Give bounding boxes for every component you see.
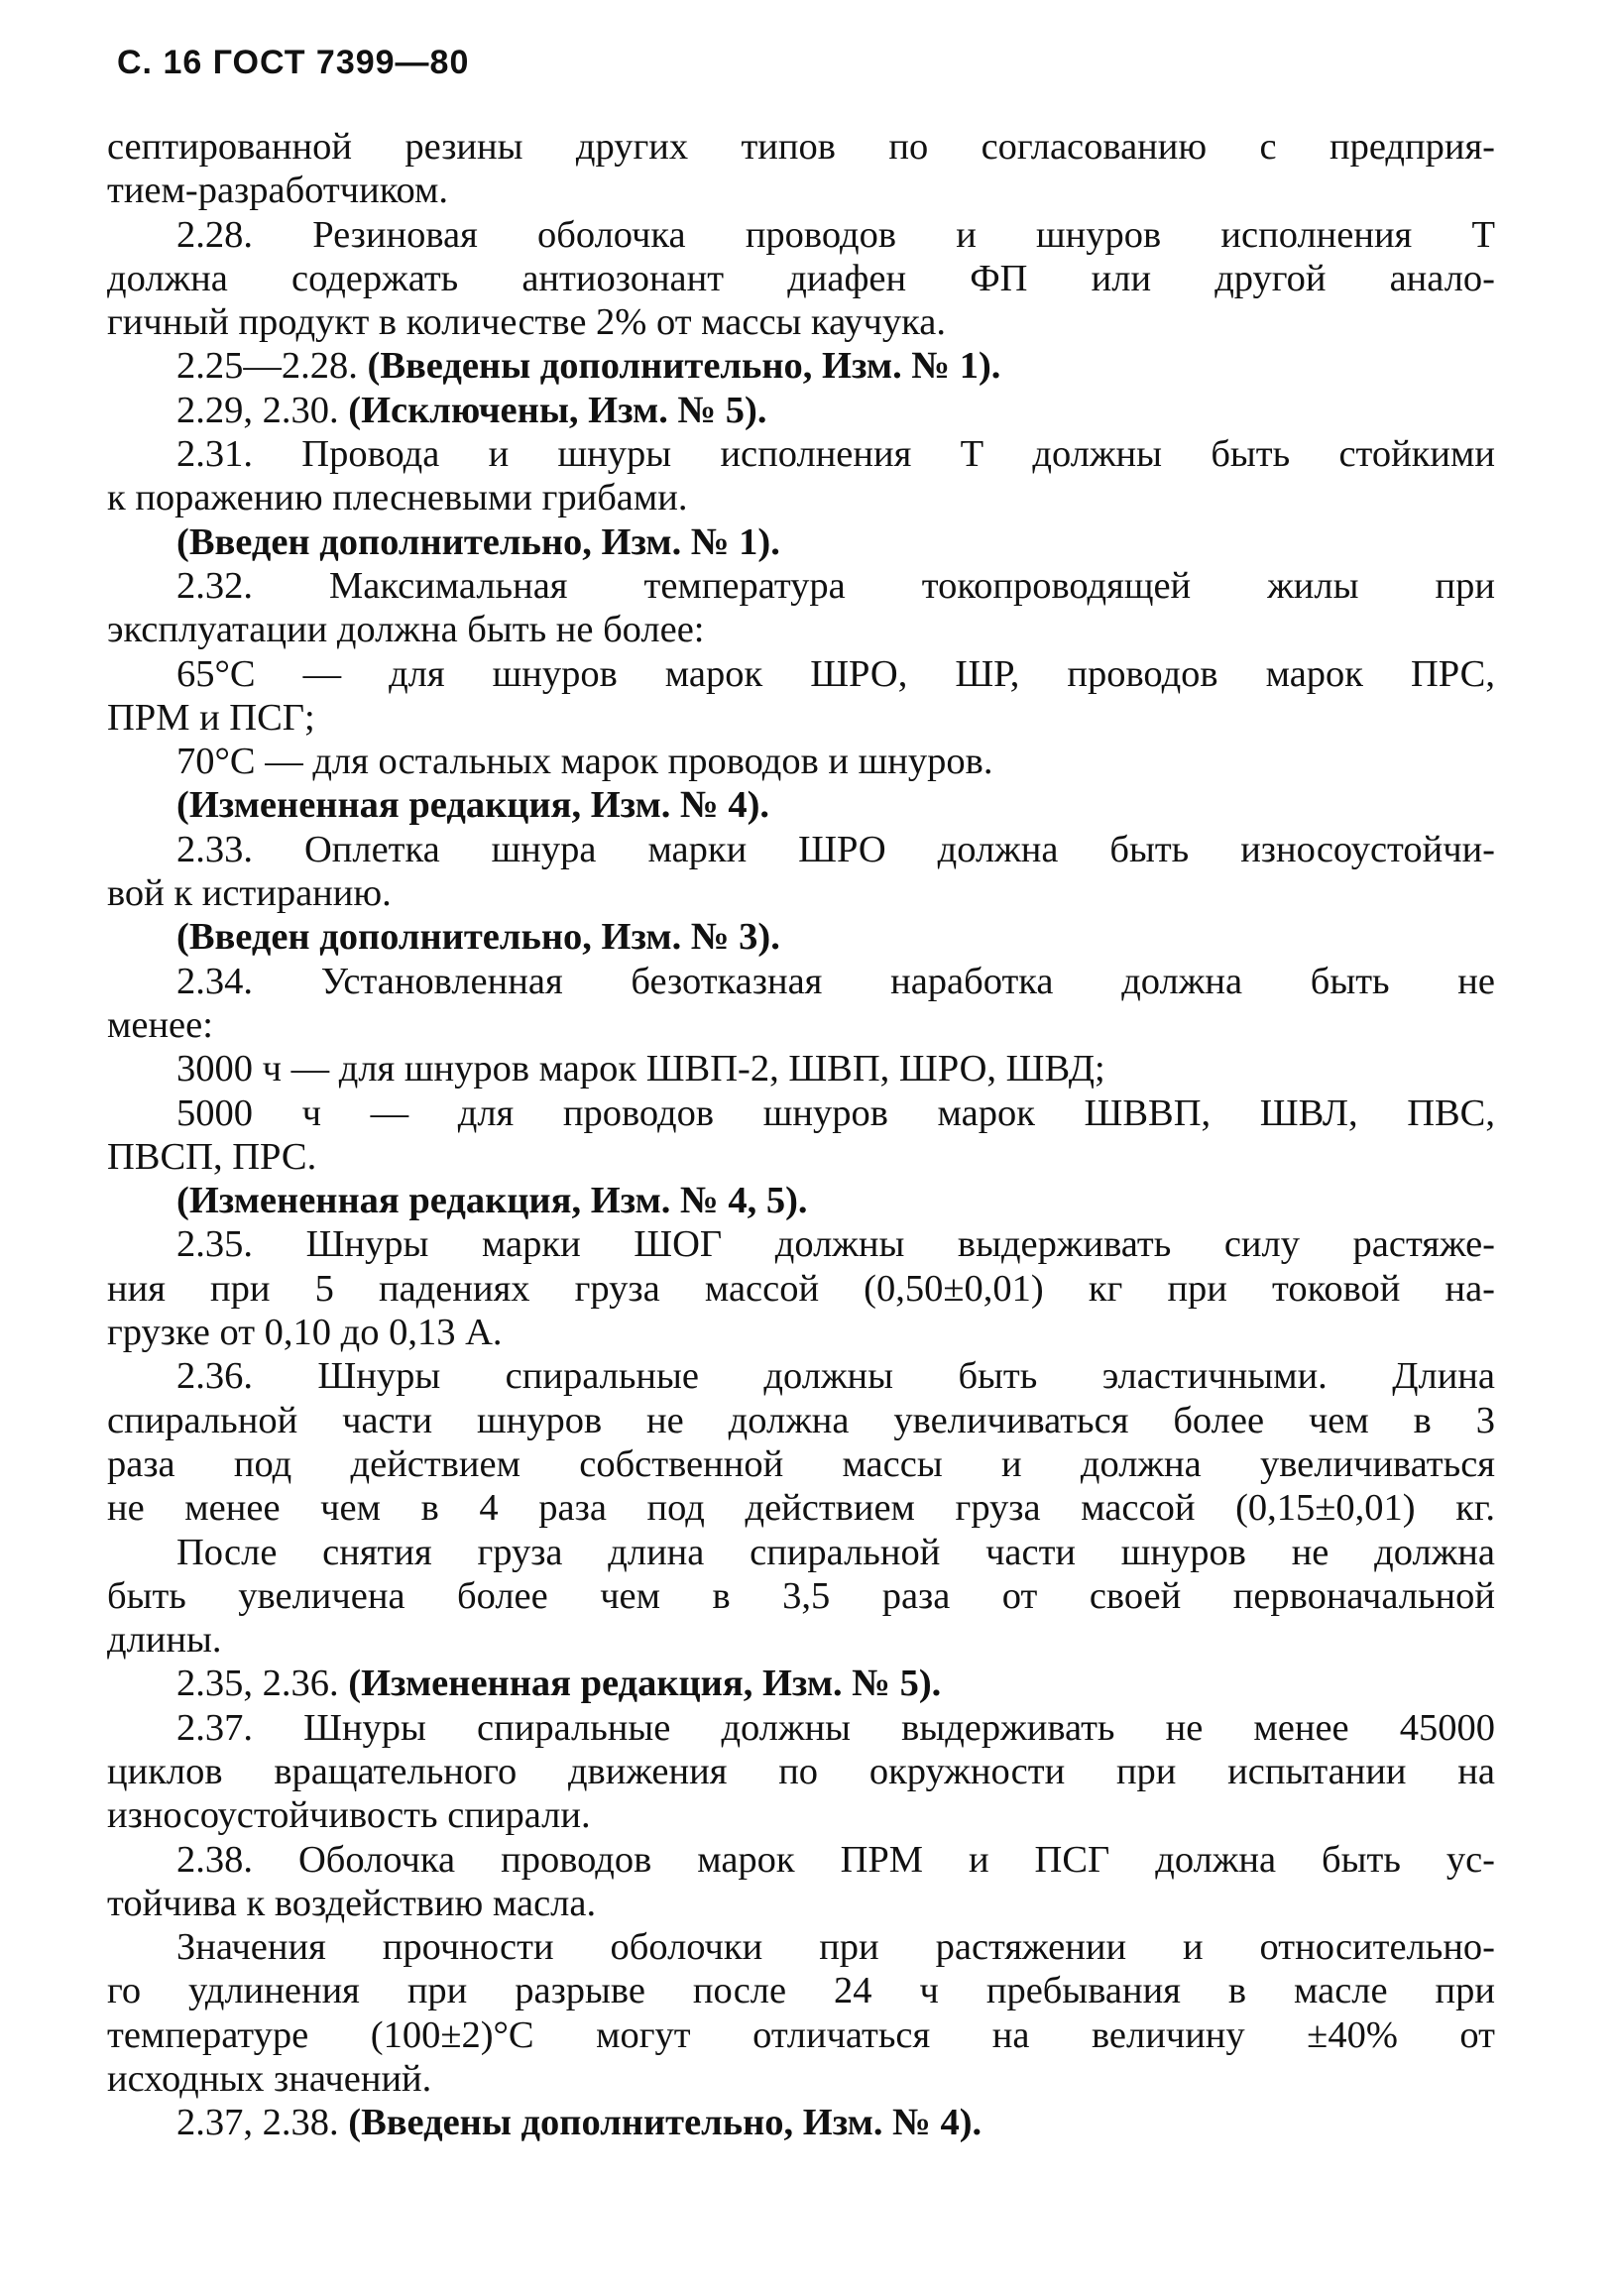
line-text: 65°С — для шнуров марок ШРО, ШР, проводов марок ПРС, xyxy=(176,652,1495,695)
text-line xyxy=(107,432,1495,476)
text-line xyxy=(107,213,1495,257)
text-line xyxy=(107,652,1495,696)
paragraph-number: 2.37, 2.38. xyxy=(176,2102,349,2144)
amendment-note: (Измененная редакция, Изм. № 4, 5). xyxy=(176,1180,808,1222)
amendment-note: (Исключены, Изм. № 5). xyxy=(348,389,767,431)
line-text: тойчива к воздействию масла. xyxy=(107,1882,597,1924)
line-text: ПРМ и ПСГ; xyxy=(107,696,315,739)
page-header: С. 16 ГОСТ 7399—80 xyxy=(117,44,470,81)
text-line xyxy=(107,1354,1495,1398)
line-text: длины. xyxy=(107,1619,222,1662)
text-line xyxy=(107,871,1495,915)
line-text: 2.37. Шнуры спиральные должны выдерживать не менее 45000 xyxy=(176,1706,1495,1749)
text-line xyxy=(107,1838,1495,1882)
line-text: 5000 ч — для проводов шнуров марок ШВВП, ШВЛ, ПВС, xyxy=(176,1091,1495,1134)
text-line xyxy=(107,1618,1495,1662)
line-text: 2.28. Резиновая оболочка проводов и шнуров исполнения Т xyxy=(176,213,1495,256)
line-text: температуре (100±2)°С могут отличаться на величину ±40% от xyxy=(107,2013,1495,2056)
text-line xyxy=(107,2013,1495,2057)
text-line xyxy=(107,1091,1495,1135)
amendment-note: (Введен дополнительно, Изм. № 3). xyxy=(176,916,780,959)
text-line xyxy=(107,1706,1495,1750)
paragraph-number: 2.25—2.28. xyxy=(176,345,368,388)
text-line xyxy=(107,1135,1495,1179)
text-line xyxy=(107,2057,1495,2101)
line-text: не менее чем в 4 раза под действием груза массой (0,15±0,01) кг. xyxy=(107,1487,1495,1530)
text-line xyxy=(107,1179,1495,1222)
text-line xyxy=(107,960,1495,1003)
text-line xyxy=(107,696,1495,740)
line-text: должна содержать антиозонант диафен ФП или другой анало- xyxy=(107,257,1495,299)
amendment-note: (Введены дополнительно, Изм. № 1). xyxy=(367,345,1001,388)
line-text: спиральной части шнуров не должна увеличиваться более чем в 3 xyxy=(107,1399,1495,1441)
line-text: износоустойчивость спирали. xyxy=(107,1794,591,1837)
text-line xyxy=(107,915,1495,959)
text-line xyxy=(107,1222,1495,1266)
text-line xyxy=(107,783,1495,827)
text-line xyxy=(107,564,1495,608)
amendment-note: (Введены дополнительно, Изм. № 4). xyxy=(348,2102,982,2144)
amendment-note: (Измененная редакция, Изм. № 4). xyxy=(176,784,770,827)
line-text: 2.31. Провода и шнуры исполнения Т должны быть стойкими xyxy=(176,433,1495,476)
line-text: 2.34. Установленная безотказная наработка должна быть не xyxy=(176,960,1495,1002)
line-text: После снятия груза длина спиральной части шнуров не должна xyxy=(176,1531,1495,1573)
text-line xyxy=(107,740,1495,783)
line-text: 3000 ч — для шнуров марок ШВП-2, ШВП, ШРО, ШВД; xyxy=(176,1048,1105,1091)
text-line xyxy=(107,1486,1495,1530)
line-text: ния при 5 падениях груза массой (0,50±0,01) кг при токовой на- xyxy=(107,1267,1495,1310)
text-line xyxy=(107,1399,1495,1442)
text-line xyxy=(107,1003,1495,1047)
amendment-note: (Введен дополнительно, Изм. № 1). xyxy=(176,520,780,563)
line-text: 2.33. Оплетка шнура марки ШРО должна быть износоустойчи- xyxy=(176,828,1495,870)
amendment-note: (Измененная редакция, Изм. № 5). xyxy=(348,1663,942,1705)
text-line xyxy=(107,169,1495,212)
paragraph-number: 2.35, 2.36. xyxy=(176,1663,349,1705)
line-text: раза под действием собственной массы и должна увеличиваться xyxy=(107,1442,1495,1485)
line-text: эксплуатации должна быть не более: xyxy=(107,609,705,651)
text-line xyxy=(107,1882,1495,1925)
text-line xyxy=(107,1531,1495,1574)
line-text: быть увеличена более чем в 3,5 раза от своей первоначальной xyxy=(107,1574,1495,1617)
text-line xyxy=(107,1793,1495,1837)
text-line xyxy=(107,389,1495,432)
line-text: го удлинения при разрыве после 24 ч пребывания в масле при xyxy=(107,1970,1495,2012)
line-text: вой к истиранию. xyxy=(107,872,392,915)
text-line xyxy=(107,344,1495,388)
line-text: исходных значений. xyxy=(107,2058,432,2101)
line-text: к поражению плесневыми грибами. xyxy=(107,477,688,519)
line-text: 2.32. Максимальная температура токопроводящей жилы при xyxy=(176,564,1495,607)
line-text: 2.38. Оболочка проводов марок ПРМ и ПСГ должна быть ус- xyxy=(176,1838,1495,1881)
line-text: циклов вращательного движения по окружности при испытании на xyxy=(107,1750,1495,1792)
paragraph-number: 2.29, 2.30. xyxy=(176,389,349,431)
text-line xyxy=(107,2101,1495,2144)
text-line xyxy=(107,1662,1495,1705)
text-line xyxy=(107,257,1495,300)
line-text: септированной резины других типов по согласованию с предприя- xyxy=(107,126,1495,168)
line-text: 2.35. Шнуры марки ШОГ должны выдерживать силу растяже- xyxy=(176,1223,1495,1266)
line-text: Значения прочности оболочки при растяжении и относительно- xyxy=(176,1926,1495,1969)
text-line xyxy=(107,476,1495,519)
line-text: тием-разработчиком. xyxy=(107,170,448,212)
text-line xyxy=(107,608,1495,651)
line-text: 2.36. Шнуры спиральные должны быть эластичными. Длина xyxy=(176,1355,1495,1398)
line-text: менее: xyxy=(107,1003,213,1046)
line-text: гичный продукт в количестве 2% от массы каучука. xyxy=(107,301,946,344)
line-text: грузке от 0,10 до 0,13 А. xyxy=(107,1312,503,1354)
text-line xyxy=(107,1925,1495,1969)
text-line xyxy=(107,828,1495,871)
text-line xyxy=(107,1969,1495,2012)
text-line xyxy=(107,300,1495,344)
text-line xyxy=(107,1574,1495,1618)
text-line xyxy=(107,125,1495,169)
text-line xyxy=(107,1750,1495,1793)
text-line xyxy=(107,1267,1495,1311)
text-line xyxy=(107,1047,1495,1091)
text-line xyxy=(107,1311,1495,1354)
line-text: ПВСП, ПРС. xyxy=(107,1135,317,1178)
text-line xyxy=(107,1442,1495,1486)
line-text: 70°С — для остальных марок проводов и шнуров. xyxy=(176,741,993,783)
document-body xyxy=(107,125,1495,2145)
text-line xyxy=(107,520,1495,564)
